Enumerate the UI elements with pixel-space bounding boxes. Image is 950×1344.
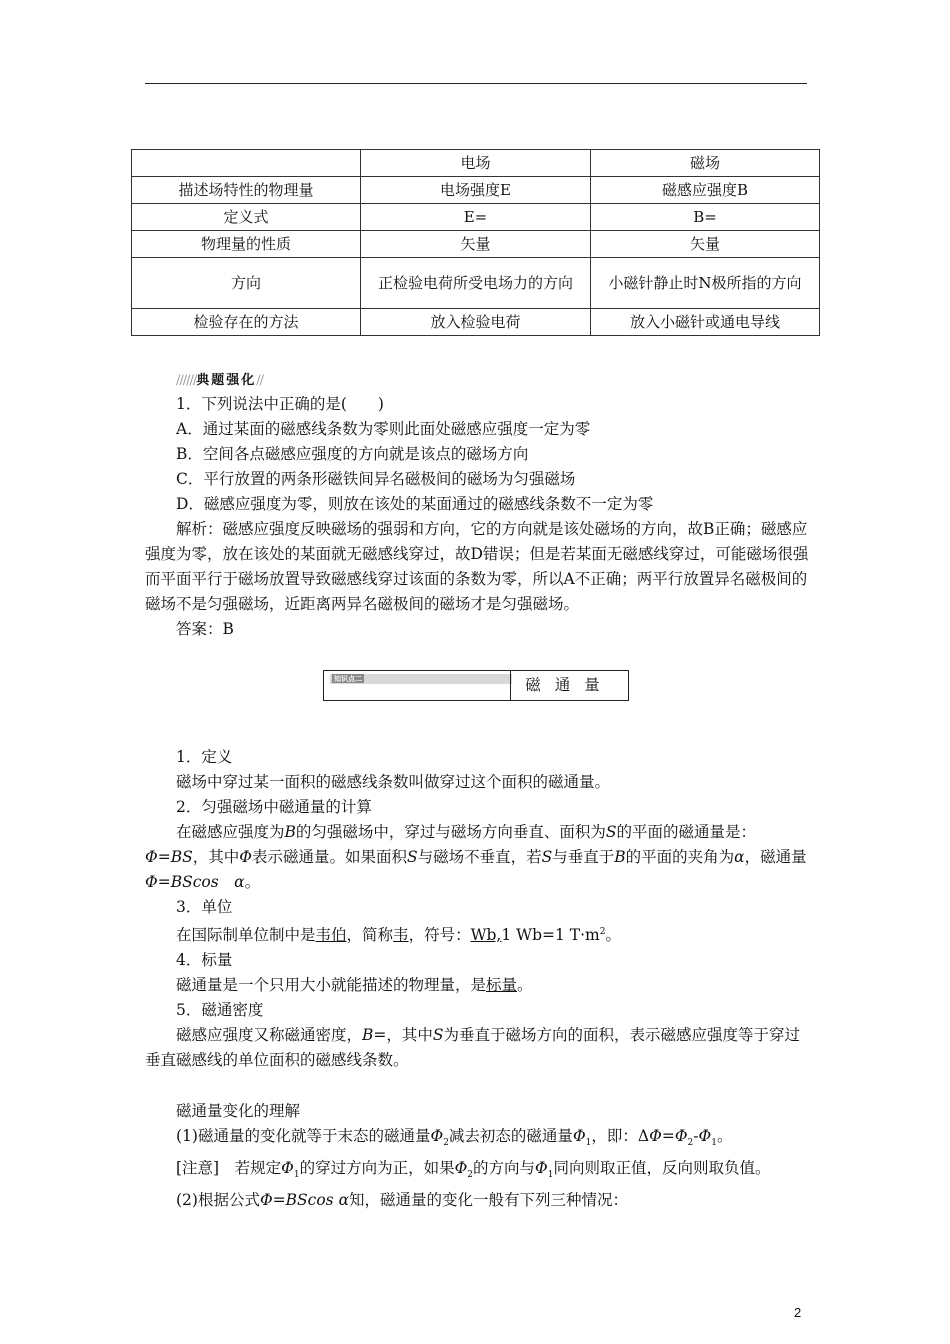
- table-cell: 电场: [361, 150, 591, 177]
- table-row: [132, 309, 820, 336]
- table-cell: 物理量的性质: [132, 231, 361, 258]
- table-cell: [132, 150, 361, 177]
- section-heading: 3．单位: [176, 898, 233, 916]
- table-row: [132, 177, 820, 204]
- section-text: 在国际制单位制中是韦伯，简称韦，符号：Wb,1 Wb=1 $T\cdot m^2$。: [176, 926, 621, 945]
- answer-text: 答案：B: [176, 620, 234, 638]
- section-text: 在磁感应强度为B的匀强磁场中，穿过与磁场方向垂直、面积为S的平面的磁通量是：Φ=BS，其中Φ表示磁通量。如果面积S与磁场不垂直，若S与垂直于B的平面的夹角为α，磁通量Φ=BScos α。: [145, 823, 807, 891]
- question-block: [145, 392, 813, 642]
- table-cell: 放入检验电荷: [361, 309, 591, 336]
- section-heading: 5．磁通密度: [176, 1001, 264, 1020]
- table-cell: 描述场特性的物理量: [132, 177, 361, 204]
- header-rule: [145, 83, 807, 84]
- section-text: 磁感应强度又称磁通密度，B=，其中S为垂直于磁场方向的面积，表示磁感应强度等于穿过垂直磁感线的单位面积的磁感线条数。: [145, 1026, 801, 1070]
- knowledge-point-box: [323, 670, 629, 701]
- banner-title: 典题强化: [196, 373, 257, 388]
- option-b: B．空间各点磁感应强度的方向就是该点的磁场方向: [176, 445, 529, 463]
- section-text: 磁通量是一个只用大小就能描述的物理量，是标量。: [176, 976, 533, 995]
- option-c: C．平行放置的两条形磁铁间异名磁极间的磁场为匀强磁场: [176, 470, 576, 488]
- question-stem: 1．下列说法中正确的是( ): [176, 395, 384, 413]
- page-number: 2: [794, 1305, 802, 1320]
- banner-decoration: //: [256, 373, 264, 388]
- flux-change-section: [145, 1099, 813, 1213]
- section-banner: [176, 369, 263, 388]
- table-cell: 放入小磁针或通电导线: [591, 309, 820, 336]
- table-cell: 方向: [132, 258, 361, 309]
- banner-decoration: //////: [176, 373, 197, 388]
- table-cell: E=: [361, 204, 591, 231]
- option-d: D．磁感应强度为零，则放在该处的某面通过的磁感线条数不一定为零: [176, 495, 654, 513]
- definition-section: [145, 745, 813, 1073]
- table-row: [132, 231, 820, 258]
- table-cell: 定义式: [132, 204, 361, 231]
- note-text: [注意] 若规定$\Phi_1$的穿过方向为正，如果$\Phi_2$的方向与$\Phi_1$同向则取正值，反向则取负值。: [176, 1159, 771, 1181]
- section-heading: 1．定义: [176, 748, 233, 766]
- table-header-row: [132, 150, 820, 177]
- table-cell: B=: [591, 204, 820, 231]
- section-text: (2)根据公式Φ=BScos α知，磁通量的变化一般有下列三种情况：: [176, 1191, 629, 1210]
- section-text: (1)磁通量的变化就等于末态的磁通量$\Phi_2$减去初态的磁通量$\Phi_1$，即：$\Delta\Phi=\Phi_2-\Phi_1$。: [176, 1127, 733, 1149]
- knowledge-point-tag: 知识点二: [330, 674, 512, 684]
- table-row: [132, 204, 820, 231]
- table-cell: 磁感应强度B: [591, 177, 820, 204]
- table-cell: 矢量: [361, 231, 591, 258]
- knowledge-point-title: 磁通量: [525, 676, 614, 694]
- analysis-text: 解析：磁感应强度反映磁场的强弱和方向，它的方向就是该处磁场的方向，故B正确；磁感应强度为零，放在该处的某面就无磁感线穿过，故D错误；但是若某面无磁感线穿过，可能磁场很强而平面平行于磁场放置导致磁感线穿过该面的条数为零，所以A不正确；两平行放置异名磁极间的磁场不是匀强磁场，近距离两异名磁极间的磁场才是匀强磁场。: [145, 520, 809, 613]
- table-cell: 矢量: [591, 231, 820, 258]
- table-cell: 小磁针静止时N极所指的方向: [591, 258, 820, 309]
- section-heading: 4．标量: [176, 951, 233, 970]
- comparison-table: [131, 149, 820, 336]
- table-cell: 磁场: [591, 150, 820, 177]
- section-text: 磁场中穿过某一面积的磁感线条数叫做穿过这个面积的磁通量。: [176, 773, 611, 791]
- table-cell: 检验存在的方法: [132, 309, 361, 336]
- section-heading: 磁通量变化的理解: [176, 1102, 301, 1120]
- option-a: A．通过某面的磁感线条数为零则此面处磁感应强度一定为零: [176, 420, 591, 438]
- section-heading: 2．匀强磁场中磁通量的计算: [176, 798, 372, 816]
- table-cell: 电场强度E: [361, 177, 591, 204]
- table-cell: 正检验电荷所受电场力的方向: [361, 258, 591, 309]
- table-row: [132, 258, 820, 309]
